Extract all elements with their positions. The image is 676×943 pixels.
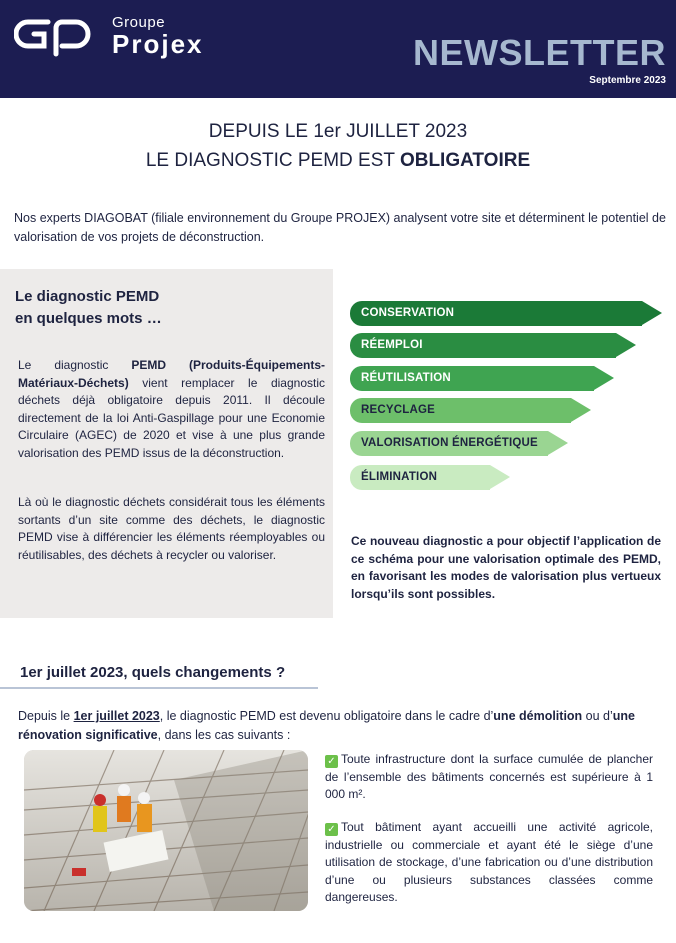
- section2-title: 1er juillet 2023, quels changements ?: [20, 664, 286, 681]
- groupe-projex-logo-icon: [14, 14, 92, 60]
- p1-prefix: Le diagnostic: [18, 358, 132, 372]
- intro-date: 1er juillet 2023: [73, 709, 160, 723]
- construction-site-photo: [24, 750, 308, 911]
- bullet2-text: Tout bâtiment ayant accueilli une activité agricole, industrielle ou commerciale et ayant été le siège d’une utilisation de stockage, d’une fabrication ou d’une distribution d’une ou plusieurs substances classées comme dangereuses.: [325, 820, 653, 904]
- arrow-label: ÉLIMINATION: [361, 471, 438, 483]
- check-icon: ✓: [325, 755, 338, 768]
- hierarchy-arrow: [350, 465, 670, 490]
- check-icon: ✓: [325, 823, 338, 836]
- hierarchy-arrow: [350, 333, 670, 358]
- hierarchy-arrow: [350, 301, 670, 326]
- intro-c: ou d’: [582, 709, 613, 723]
- section2-intro: [18, 707, 668, 745]
- condition-bullet-2: [325, 819, 653, 907]
- arrow-tip-icon: [571, 398, 591, 422]
- bullet1-text: Toute infrastructure dont la surface cumulée de plancher de l’ensemble des bâtiments concernés est supérieure à 1 000 m².: [325, 752, 653, 801]
- headline-line1: DEPUIS LE 1er JUILLET 2023: [208, 121, 468, 142]
- p1-bold: PEMD (Produits-Équipements-Matériaux-Déchets): [18, 358, 325, 390]
- headline-line2-prefix: LE DIAGNOSTIC PEMD EST: [145, 150, 400, 171]
- condition-bullet-1: [325, 751, 653, 804]
- arrow-label: VALORISATION ÉNERGÉTIQUE: [361, 437, 538, 449]
- arrow-label: CONSERVATION: [361, 307, 455, 319]
- arrow-label: RÉUTILISATION: [361, 372, 451, 384]
- panel-paragraph-2: Là où le diagnostic déchets considérait tous les éléments sortants d’un site comme des déchets, le diagnostic PEMD vise à différencier les éléments réemployables ou réutilisables, des déchets à recycler ou valoriser.: [18, 495, 325, 562]
- panel-title-line1: Le diagnostic PEMD: [15, 288, 160, 305]
- photo-illustration-icon: [24, 750, 308, 911]
- newsletter-title: NEWSLETTER: [413, 32, 666, 73]
- arrow-tip-icon: [616, 333, 636, 357]
- arrow-tip-icon: [548, 431, 568, 455]
- headline-line2: [0, 150, 676, 172]
- arrow-label: RÉEMPLOI: [361, 339, 423, 351]
- newsletter-date: Septembre 2023: [589, 75, 666, 86]
- arrow-tip-icon: [490, 465, 510, 489]
- brand-name: Projex: [112, 29, 204, 59]
- hierarchy-arrow: [350, 366, 670, 391]
- arrow-tip-icon: [642, 301, 662, 325]
- objective-paragraph: Ce nouveau diagnostic a pour objectif l’application de ce schéma pour une valorisation optimale des PEMD, en favorisant les modes de valorisation plus vertueux lorsqu’ils sont possibles.: [351, 534, 661, 601]
- hierarchy-arrow: [350, 431, 670, 456]
- panel-title: [15, 286, 162, 330]
- section2-divider: [0, 687, 318, 689]
- hierarchy-arrow: [350, 398, 670, 423]
- intro-b: , le diagnostic PEMD est devenu obligatoire dans le cadre d’: [159, 709, 494, 723]
- panel-paragraph-1: [18, 357, 325, 462]
- intro-bold2: une rénovation significative: [18, 709, 636, 742]
- arrow-label: RECYCLAGE: [361, 404, 436, 416]
- p1-suffix: vient remplacer le diagnostic déchets déjà obligatoire depuis 2011. Il découle directement de la loi Anti-Gaspillage pour une Economie Circulaire (AGEC) de 2020 et vise à une plus grande valorisation des PEMD issus de la déconstruction.: [18, 375, 325, 460]
- intro-d: , dans les cas suivants :: [157, 728, 291, 742]
- arrow-tip-icon: [594, 366, 614, 390]
- newsletter-header: [0, 0, 676, 98]
- intro-bold1: une démolition: [493, 709, 583, 723]
- headline-line2-bold: OBLIGATOIRE: [399, 150, 531, 171]
- brand-top: Groupe: [112, 14, 166, 31]
- panel-title-line2: en quelques mots …: [15, 310, 162, 327]
- intro-paragraph: Nos experts DIAGOBAT (filiale environnement du Groupe PROJEX) analysent votre site et déterminent le potentiel de valorisation de vos projets de déconstruction.: [14, 211, 666, 244]
- intro-a: Depuis le: [18, 709, 74, 723]
